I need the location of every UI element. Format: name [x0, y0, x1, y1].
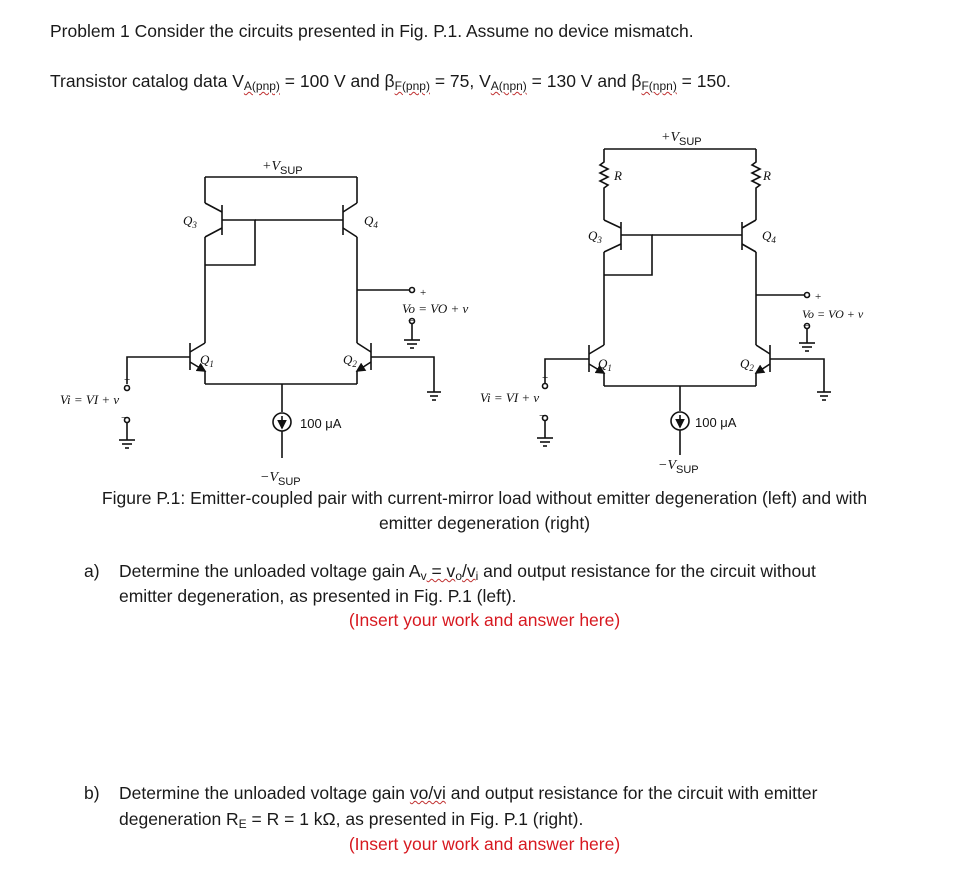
left-output-plus: +	[420, 287, 427, 299]
left-q2-label: $Q_2$	[343, 352, 357, 369]
left-input-label: Vi = VI + v	[60, 392, 120, 407]
figure-caption-line1: Figure P.1: Emitter-coupled pair with current-mirror load without emitter degeneration (left) and with	[101, 488, 868, 508]
left-q4-label: $Q_4$	[364, 213, 378, 230]
question-b-label: b)	[84, 783, 100, 803]
right-output-plus: +	[815, 291, 822, 303]
left-supply-top-label: $+V_{SUP}$	[262, 159, 303, 177]
right-resistor-right	[752, 149, 760, 198]
left-q1-label: $Q_1$	[200, 352, 214, 369]
question-b-line1: Determine the unloaded voltage gain vo/vi and output resistance for the circuit with emitter	[119, 783, 818, 803]
question-a-line2: emitter degeneration, as presented in Fig. P.1 (left).	[119, 586, 517, 606]
right-supply-top-label: $+V_{SUP}$	[661, 130, 702, 148]
left-circuit	[119, 177, 441, 458]
right-resistor-right-label: R	[763, 168, 771, 183]
left-q2-transistor	[357, 343, 434, 392]
left-q4-transistor	[343, 177, 357, 343]
right-q4-transistor	[742, 198, 756, 345]
left-output-terminal[interactable]	[410, 288, 415, 293]
right-input-label: Vi = VI + v	[480, 390, 540, 405]
right-input-plus: +	[542, 372, 549, 384]
left-q3-label: $Q_3$	[183, 213, 197, 230]
right-input-minus: −	[539, 410, 546, 422]
left-output-label: Vo = VO + v	[402, 301, 469, 316]
question-a-label: a)	[84, 561, 100, 581]
right-q1-transistor	[545, 345, 604, 386]
right-current-label: 100 μA	[695, 415, 737, 430]
right-q3-transistor	[604, 198, 621, 275]
right-output-terminal[interactable]	[805, 293, 810, 298]
right-output-label: Vo = VO + v	[802, 307, 864, 321]
right-q2-transistor	[756, 345, 824, 392]
question-a-answer-placeholder[interactable]: (Insert your work and answer here)	[348, 610, 621, 630]
va-npn-subscript: A(npn)	[490, 79, 527, 93]
right-output-minus: −	[803, 320, 810, 332]
question-a-line1: Determine the unloaded voltage gain Av = vo/vi and output resistance for the circuit without	[119, 561, 816, 583]
left-q1-transistor	[127, 343, 205, 384]
right-q3-diode-connection	[604, 235, 652, 275]
right-q3-label: $Q_3$	[588, 228, 602, 245]
question-b-answer-placeholder[interactable]: (Insert your work and answer here)	[348, 834, 621, 854]
problem-intro: Problem 1 Consider the circuits presented in Fig. P.1. Assume no device mismatch.	[50, 21, 694, 41]
left-q3-diode-connection	[205, 220, 255, 265]
right-supply-bottom-label: $-V_{SUP}$	[658, 458, 699, 476]
left-output-minus: −	[408, 315, 415, 327]
va-npn-value: = 130 V and β	[526, 71, 642, 91]
left-supply-bottom-label: $-V_{SUP}$	[260, 470, 301, 488]
figure-caption-line2: emitter degeneration (right)	[378, 513, 591, 533]
left-q3-transistor	[205, 177, 222, 265]
right-resistor-left-label: R	[614, 168, 622, 183]
left-input-plus: +	[124, 374, 131, 386]
va-pnp-value: = 100 V and β	[279, 71, 395, 91]
right-q1-label: $Q_1$	[598, 356, 612, 373]
bf-pnp-subscript: F(pnp)	[394, 79, 430, 93]
va-pnp-subscript: A(pnp)	[243, 79, 280, 93]
catalog-prefix: Transistor catalog data V	[50, 71, 244, 91]
right-q2-label: $Q_2$	[740, 356, 754, 373]
right-q4-label: $Q_4$	[762, 228, 776, 245]
left-current-label: 100 μA	[300, 416, 342, 431]
right-circuit	[537, 149, 831, 455]
bf-npn-subscript: F(npn)	[641, 79, 677, 93]
bf-pnp-value: = 75, V	[429, 71, 491, 91]
right-q2-ground	[817, 392, 831, 400]
question-b-line2: degeneration RE = R = 1 kΩ, as presented in Fig. P.1 (right).	[119, 809, 584, 831]
right-resistor-left	[600, 149, 608, 198]
bf-npn-value: = 150.	[676, 71, 731, 91]
left-input-minus: −	[121, 412, 128, 424]
left-q2-ground	[427, 392, 441, 400]
